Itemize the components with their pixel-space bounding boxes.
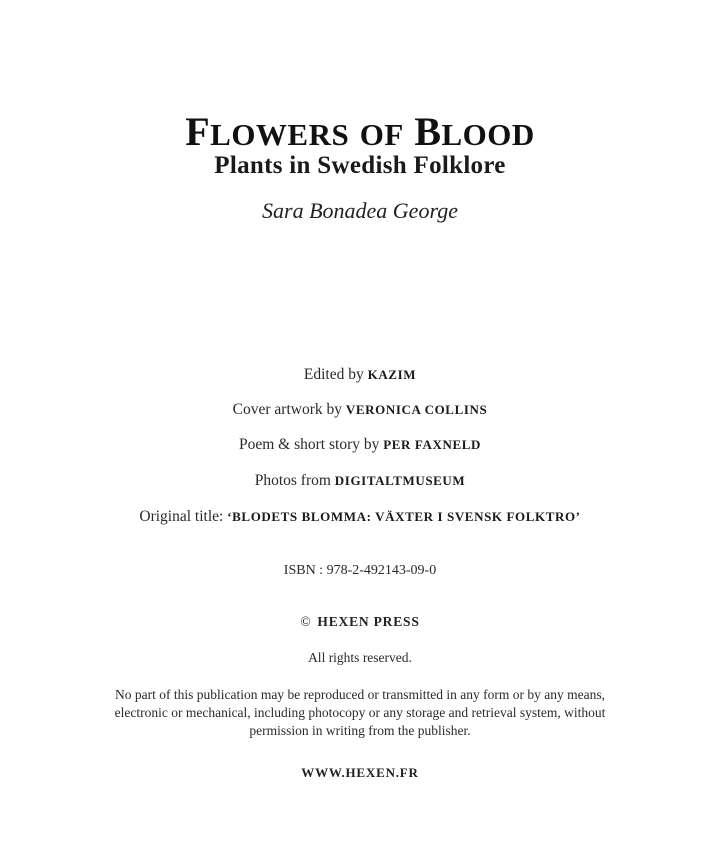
- credit-editor: [0, 366, 720, 384]
- credit-name: ‘BLODETS BLOMMA: VÄXTER I SVENSK FOLKTRO’: [227, 509, 581, 524]
- credit-prefix: Original title:: [139, 508, 228, 525]
- credit-prefix: Photos from: [254, 472, 335, 489]
- title-word-flowers: LOWERS: [210, 117, 350, 152]
- copyright-icon: ©: [300, 614, 312, 629]
- credit-cover-artwork: [0, 401, 720, 419]
- credit-poem-story: [0, 436, 720, 454]
- credit-name: PER FAXNELD: [383, 437, 481, 452]
- title-initial-f: F: [185, 109, 211, 154]
- title-word-blood: LOOD: [441, 117, 535, 152]
- rights-reserved: All rights reserved.: [308, 650, 412, 665]
- credit-name: KAZIM: [367, 367, 417, 382]
- credit-prefix: Edited by: [303, 366, 368, 383]
- book-subtitle: Plants in Swedish Folklore: [214, 152, 506, 179]
- title-word-of: OF: [359, 117, 404, 152]
- website-link[interactable]: WWW.HEXEN.FR: [301, 765, 419, 780]
- title-initial-b: B: [414, 109, 442, 154]
- credit-prefix: Poem & short story by: [239, 436, 384, 453]
- credit-photos: [0, 472, 720, 490]
- publisher-name: HEXEN PRESS: [317, 614, 420, 629]
- book-title: [0, 108, 720, 155]
- book-author: Sara Bonadea George: [262, 198, 458, 223]
- credit-original-title: [0, 508, 720, 526]
- credit-name: DIGITALTMUSEUM: [334, 473, 466, 488]
- isbn: ISBN : 978-2-492143-09-0: [283, 563, 437, 578]
- legal-notice: No part of this publication may be reproduced or transmitted in any form or by any means, electronic or mechanical, including photocopy or any storage and retrieval system, without permission in writing from the publisher.: [114, 687, 606, 738]
- copyright-line: [0, 614, 720, 630]
- credit-prefix: Cover artwork by: [232, 401, 346, 418]
- credit-name: VERONICA COLLINS: [345, 402, 488, 417]
